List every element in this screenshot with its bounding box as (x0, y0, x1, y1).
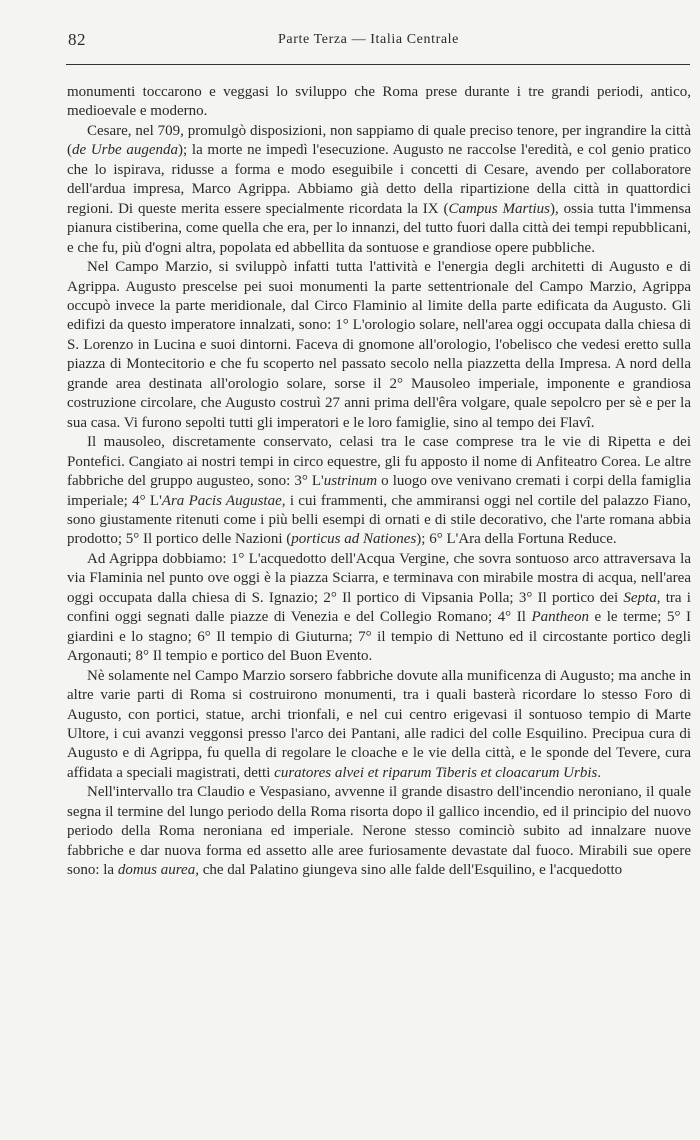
italic-text: porticus ad Nationes (291, 531, 417, 548)
text-run: ); la morte ne impedì l'esecuzione. Augusto ne raccolse l'eredità, e col genio pratico che lo ispirava, ridusse a forma e modo eseguibile i concetti di Cesare, avendo per collaboratore dell'ardua impresa, Marco Agrippa. Abbiamo già detto della ripartizione della città in quattordici regioni. Di queste merita essere specialmente ricordata la IX ( (67, 142, 691, 217)
paragraph (67, 258, 691, 433)
page-number: 82 (68, 30, 86, 49)
paragraph (67, 122, 691, 258)
text-run: ), ossia tutta l'immensa pianura cistiberina, come quella che era, per lo innanzi, del tutto fuori dalla città dei tempi repubblicani, e che fu, più d'ogni altra, popolata ed abbellita da sontuose e grandiose opere pubbliche. (67, 200, 691, 256)
text-run: Nè solamente nel Campo Marzio sorsero fabbriche dovute alla munificenza di Augusto; ma anche in altre varie parti di Roma si costruirono monumenti, tra i quali basterà ricordare lo stesso Foro di Augusto, con portici, statue, archi trionfali, e nel cui centro erigevasi il sontuoso tempio di Marte Ultore, i cui avanzi veggonsi presso l'arco dei Pantani, alle radici del colle Esquilino. Precipua cura di Augusto e di Agrippa, fu quella di regolare le cloache e le vie della città, e le sponde del Tevere, cura affidata a speciali magistrati, detti (67, 667, 691, 781)
text-run: e le terme; 5° I giardini e lo stagno; 6° Il tempio di Giuturna; 7° il tempio di Nettuno ed il circostante portico degli Argonauti; 8° Il tempio e portico del Buon Evento. (67, 609, 692, 665)
text-run: , i cui frammenti, che ammiransi oggi nel cortile del palazzo Fiano, sono giustamente ritenuti come i più belli esempi di ornati e di stile decorativo, che l'arte romana abbia prodotto; 5° Il portico delle Nazioni ( (67, 492, 692, 548)
paragraph (67, 83, 691, 122)
text-run: Nel Campo Marzio, si sviluppò infatti tutta l'attività e l'energia degli architetti di Augusto e di Agrippa. Augusto prescelse pei suoi monumenti la parte settentrionale del Campo Marzio, Agrippa occupò invece la parte meridionale, dal Circo Flaminio al limite della parte edificata da Augusto. Gli edifizi da questo imperatore innalzati, sono: 1° L'orologio solare, nell'area oggi occupata dalla chiesa di S. Lorenzo in Lucina e suoi dintorni. Faceva di gnomone all'orologio, l'obelisco che vedesi eretto sulla piazza di Montecitorio e che fu scoperto nel passato secolo nella piazzetta della Impresa. A nord della grande area destinata all'orologio solare, sorse il 2° Mausoleo imperiale, imponente e grandiosa costruzione circolare, che Augusto costruì 27 anni prima dell'êra volgare, quale sepolcro per sè e per la sua casa. Vi furono sepolti tutti gli imperatori e le loro famiglie, sino al tempo dei Flavî. (67, 259, 691, 431)
italic-text: domus aurea (117, 862, 196, 879)
italic-text: Campus Martius (448, 200, 550, 217)
text-run: , tra i confini oggi segnati dalle piazze di Venezia e del Collegio Romano; 4° Il (67, 589, 691, 626)
italic-text: Ara Pacis Augustae (161, 492, 282, 509)
text-run: Il mausoleo, discretamente conservato, celasi tra le case comprese tra le vie di Ripetta e dei Pontefici. Cangiato ai nostri tempi in circo equestre, gli fu apposto il nome di Anfiteatro Corea. Le altre fabbriche del gruppo augusteo, sono: 3° L' (67, 434, 691, 490)
italic-text: Septa (623, 589, 657, 606)
italic-text: curatores alvei et riparum Tiberis et cloacarum Urbis (274, 764, 598, 781)
paragraph (67, 433, 691, 550)
running-head: Parte Terza — Italia Centrale (278, 32, 459, 47)
italic-text: ustrinum (323, 473, 378, 490)
paragraph (67, 667, 691, 784)
text-run: . (597, 764, 602, 781)
text-run: , che dal Palatino giungeva sino alle falde dell'Esquilino, e l'acquedotto (195, 862, 623, 879)
text-run: monumenti toccarono e veggasi lo sviluppo che Roma prese durante i tre grandi periodi, antico, medioevale e moderno. (67, 84, 691, 120)
paragraph (67, 783, 691, 880)
italic-text: Pantheon (531, 609, 589, 626)
page-header (68, 30, 688, 52)
header-rule (66, 64, 690, 65)
body-text (67, 83, 691, 881)
text-run: ); 6° L'Ara della Fortuna Reduce. (416, 531, 617, 548)
text-run: Cesare, nel 709, promulgò disposizioni, non sappiamo di quale preciso tenore, per ingrandire la città ( (67, 122, 691, 159)
text-run: Nell'intervallo tra Claudio e Vespasiano, avvenne il grande disastro dell'incendio neroniano, il quale segna il termine del lungo periodo della Roma risorta dopo il gallico incendio, ed il principio del nuovo periodo della Roma neroniana ed imperiale. Nerone stesso cominciò subito ad innalzare nuove fabbriche e dar nuova forma ed assetto alle aree furiosamente devastate dal fuoco. Mirabili sue opere sono: la (67, 784, 691, 879)
text-run: o luogo ove venivano cremati i corpi della famiglia imperiale; 4° L' (67, 473, 691, 509)
text-run: Ad Agrippa dobbiamo: 1° L'acquedotto dell'Acqua Vergine, che sovra sontuoso arco attraversava la via Flaminia nel punto ove oggi è la piazza Sciarra, e terminava con mirabile mostra di acqua, nell'area oggi occupata dalla chiesa di S. Ignazio; 2° Il portico di Vipsania Polla; 3° Il portico dei (67, 550, 691, 606)
italic-text: de Urbe augenda (72, 142, 179, 159)
paragraph (67, 550, 691, 667)
